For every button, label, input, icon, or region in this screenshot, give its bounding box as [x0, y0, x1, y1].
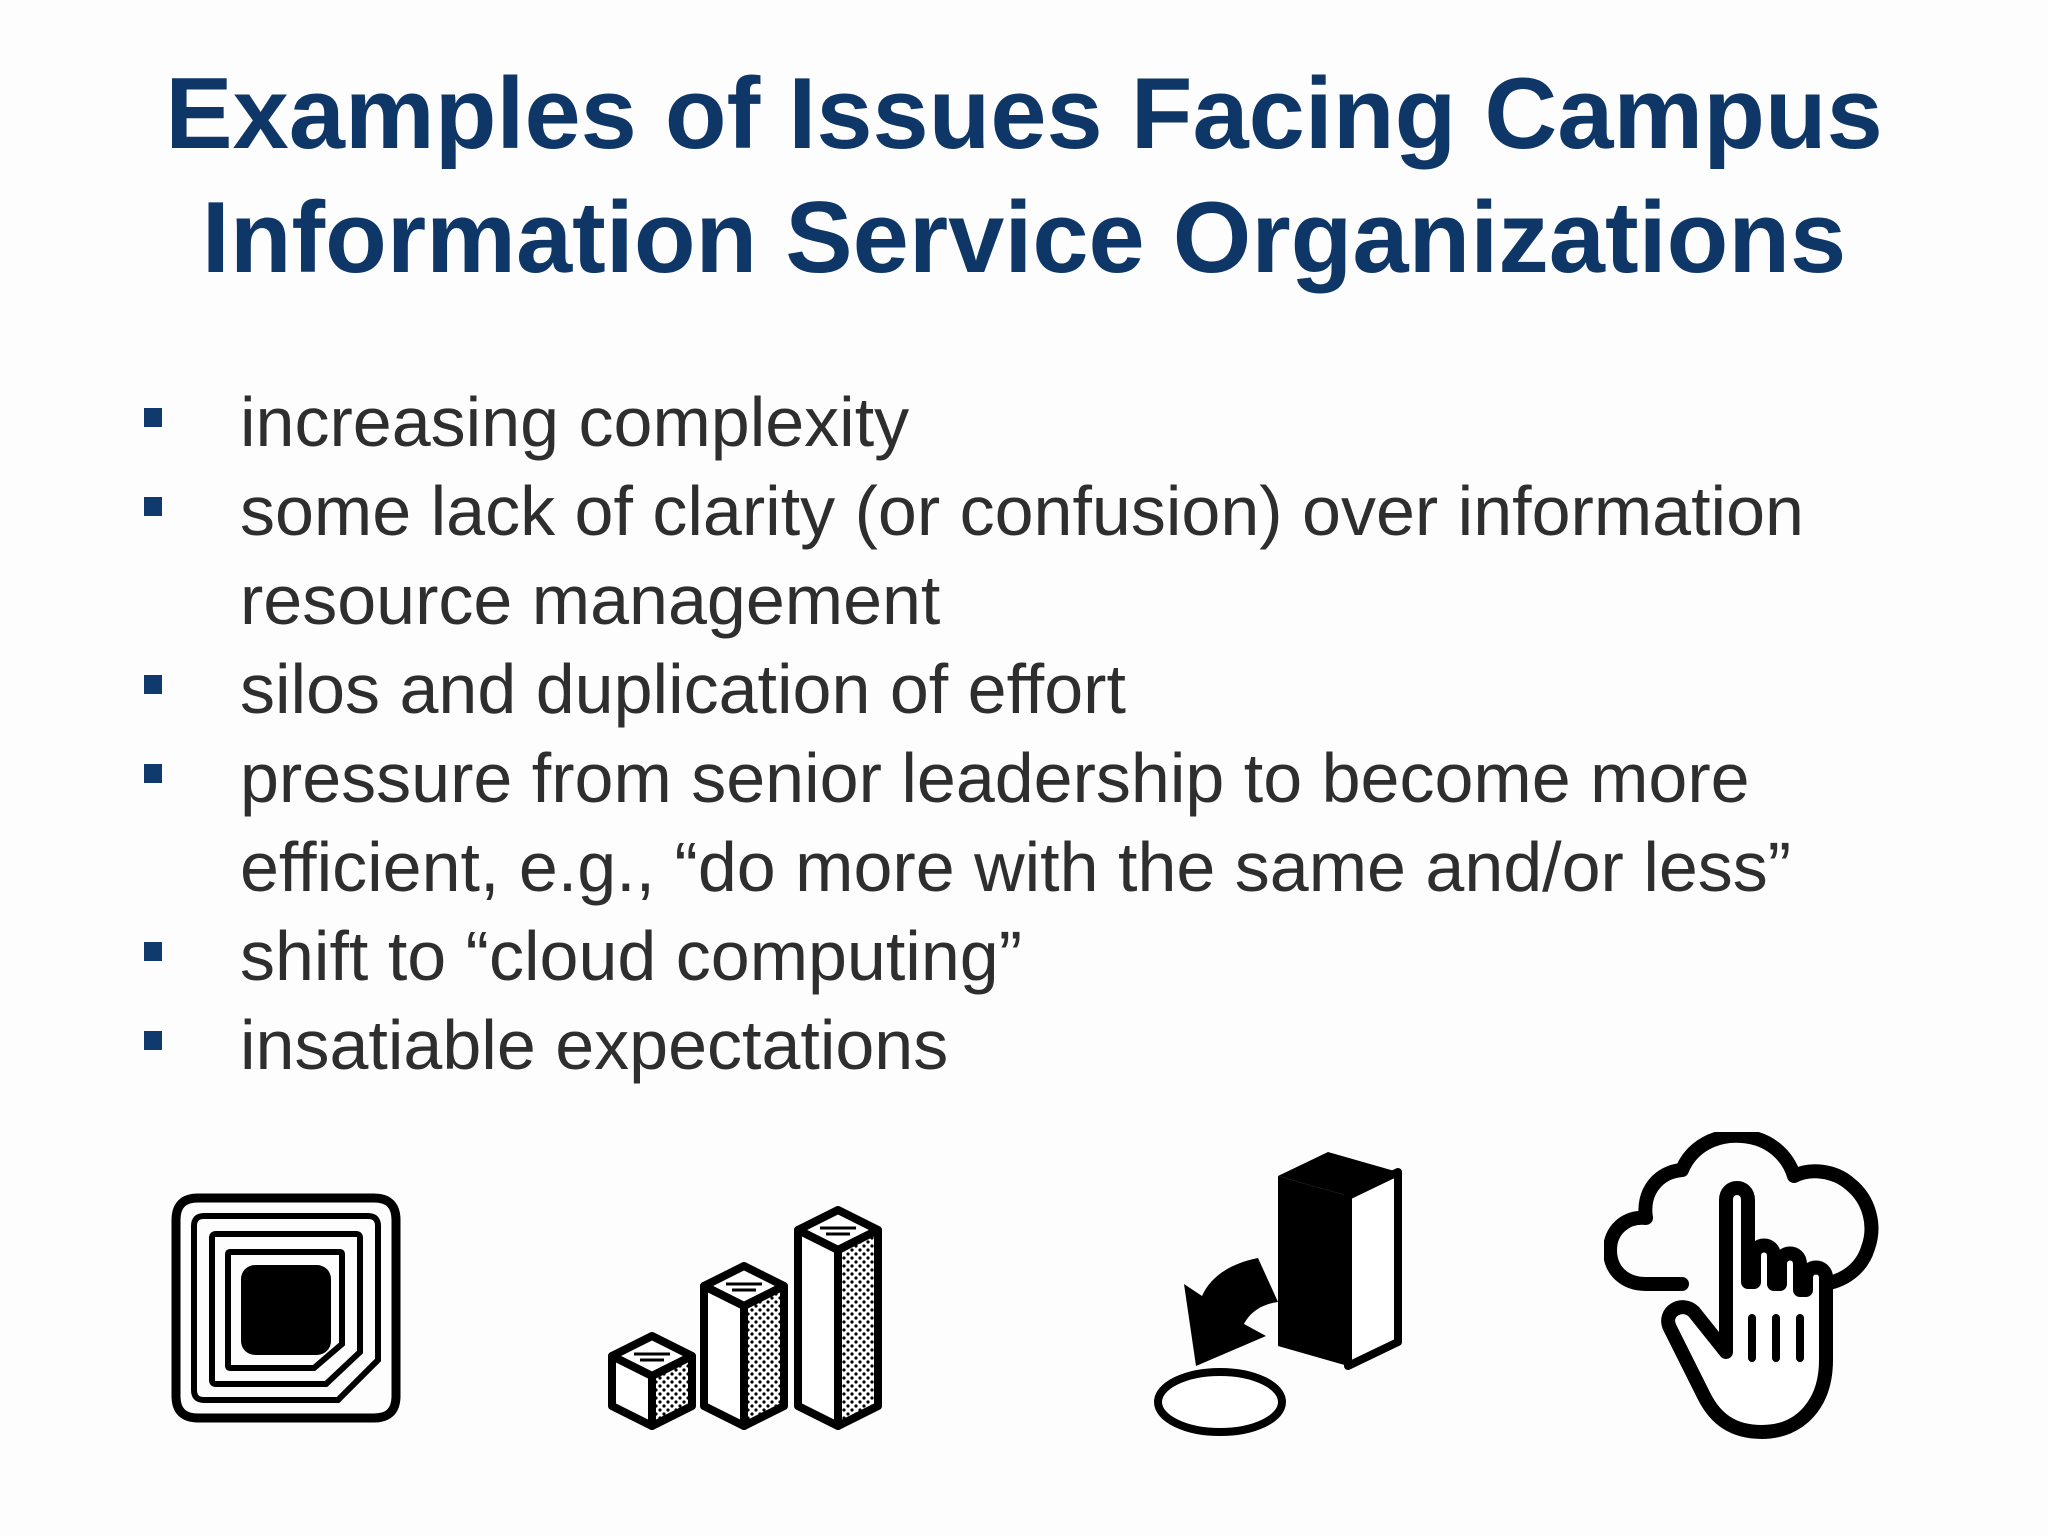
bar-growth-icon	[606, 1204, 896, 1434]
bullet-list	[138, 378, 2008, 1090]
bullet-text: shift to “cloud computing”	[240, 917, 1023, 995]
bullet-square-icon	[144, 675, 162, 694]
server-download-icon	[1148, 1146, 1412, 1444]
icon-row	[0, 1120, 2048, 1440]
title-line-1: Examples of Issues Facing Campus	[165, 58, 1883, 170]
bullet-square-icon	[144, 408, 162, 427]
bullet-item	[138, 378, 2008, 467]
bullet-text: silos and duplication of effort	[240, 650, 1126, 728]
bullet-square-icon	[144, 497, 162, 516]
slide-title	[0, 52, 2048, 300]
bullet-square-icon	[144, 764, 162, 783]
bullet-item	[138, 467, 2008, 645]
bullet-square-icon	[144, 942, 162, 961]
bullet-item	[138, 645, 2008, 734]
rfid-chip-icon	[168, 1190, 404, 1426]
bullet-text: insatiable expectations	[240, 1006, 949, 1084]
bullet-text: pressure from senior leadership to become more efficient, e.g., “do more with the same and/or less”	[240, 739, 1792, 906]
bullet-item	[138, 1001, 2008, 1090]
bullet-text: some lack of clarity (or confusion) over information resource management	[240, 472, 1804, 639]
title-line-2: Information Service Organizations	[201, 182, 1847, 294]
bullet-item	[138, 734, 2008, 912]
bullet-item	[138, 912, 2008, 1001]
bullet-text: increasing complexity	[240, 383, 910, 461]
bullet-square-icon	[144, 1031, 162, 1050]
cloud-touch-icon	[1604, 1132, 1886, 1444]
